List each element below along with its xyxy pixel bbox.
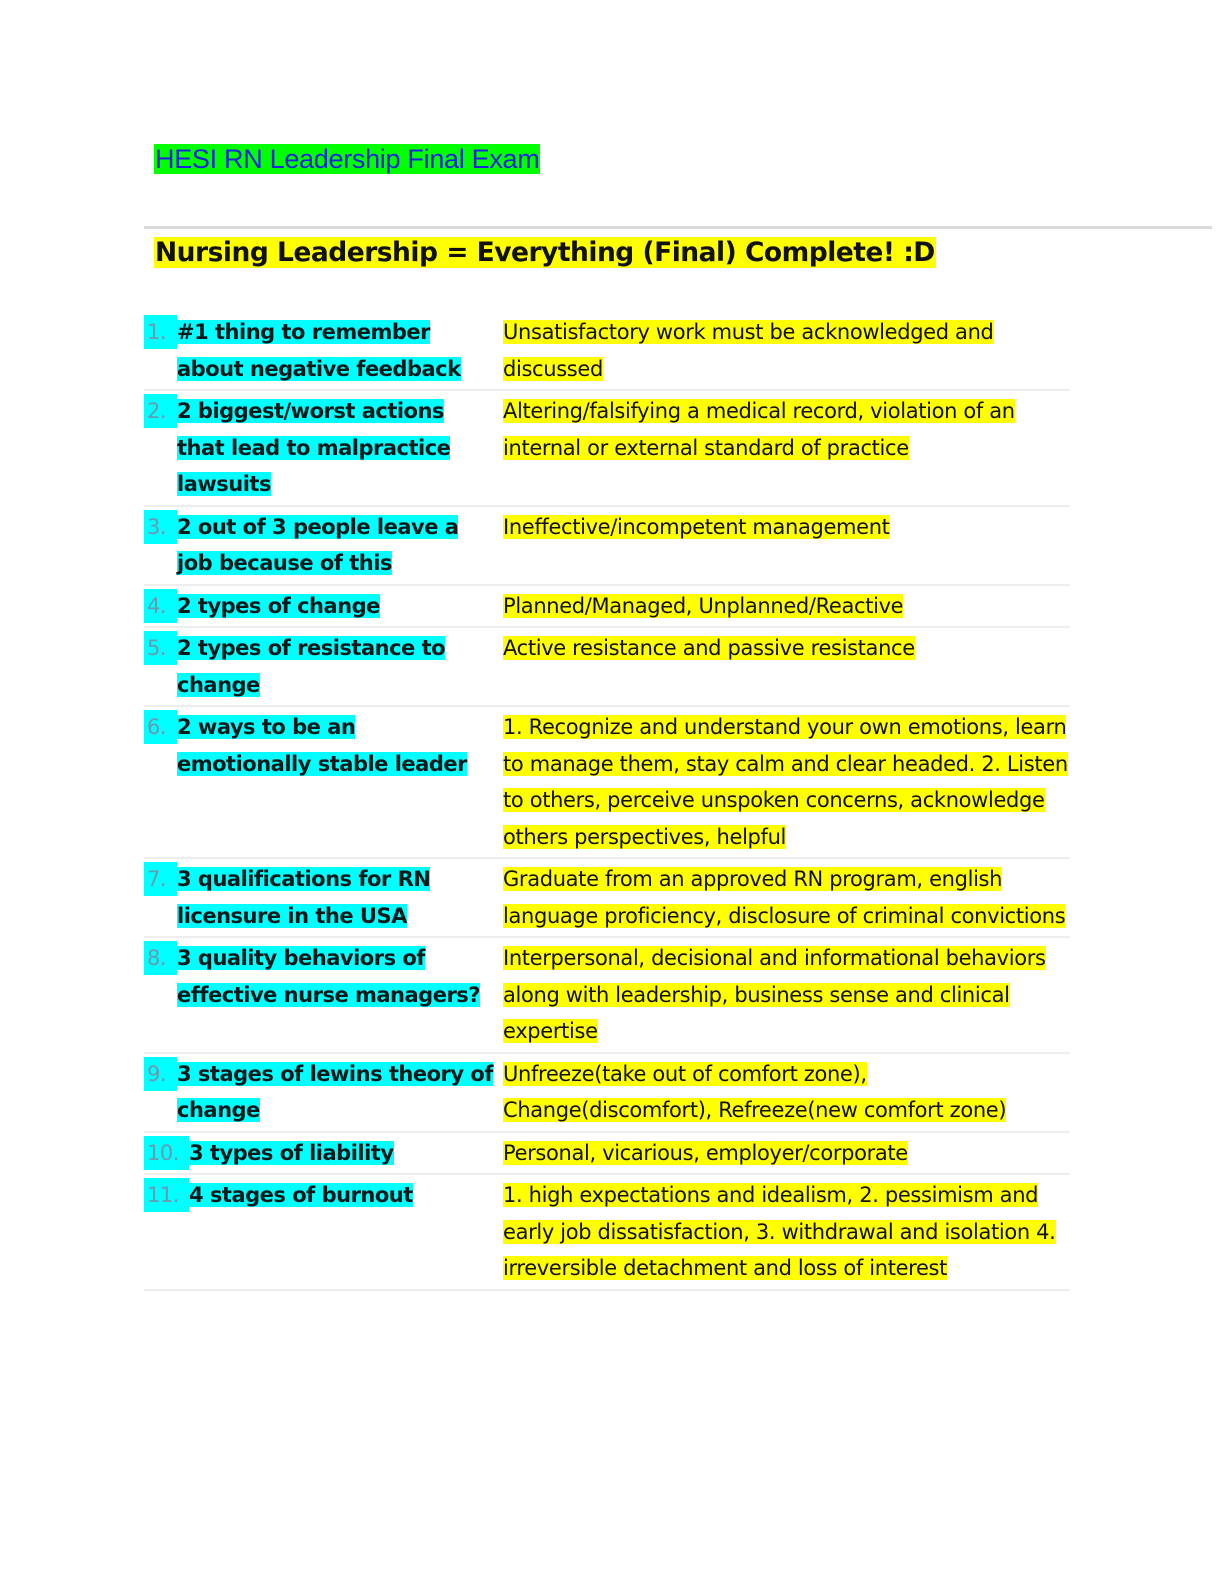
item-number: 8. — [144, 941, 177, 975]
qa-row-2 — [144, 391, 1070, 507]
question-cell — [144, 630, 500, 703]
item-number: 9. — [144, 1057, 177, 1091]
question-cell — [144, 393, 500, 503]
section-heading-text: Nursing Leadership = Everything (Final) Complete! :D — [155, 237, 935, 268]
question-text: 2 ways to be an emotionally stable leader — [177, 715, 467, 776]
qa-row-8 — [144, 938, 1070, 1054]
answer-cell — [500, 1135, 1070, 1172]
qa-row-7 — [144, 859, 1070, 938]
qa-row-10 — [144, 1133, 1070, 1176]
qa-row-6 — [144, 707, 1070, 859]
qa-row-4 — [144, 586, 1070, 629]
question-text: 2 types of resistance to change — [177, 636, 446, 697]
qa-row-11 — [144, 1175, 1070, 1291]
answer-cell — [500, 509, 1070, 582]
question-text: 3 types of liability — [189, 1140, 394, 1165]
item-number: 6. — [144, 710, 177, 744]
item-number: 3. — [144, 510, 177, 544]
answer-cell — [500, 1056, 1070, 1129]
question-cell — [144, 314, 500, 387]
answer-text: Personal, vicarious, employer/corporate — [503, 1140, 908, 1165]
document-title — [154, 142, 540, 177]
question-text: 3 stages of lewins theory of change — [177, 1061, 493, 1122]
item-number: 1. — [144, 315, 177, 349]
document-title-text: HESI RN Leadership Final Exam — [155, 144, 540, 174]
question-cell — [144, 1177, 500, 1287]
question-cell — [144, 861, 500, 934]
qa-list — [144, 312, 1070, 1291]
question-text: 2 out of 3 people leave a job because of this — [177, 514, 459, 575]
answer-text: 1. high expectations and idealism, 2. pessimism and early job dissatisfaction, 3. withdrawal and isolation 4. irreversible detachment and loss of interest — [503, 1183, 1056, 1280]
qa-row-9 — [144, 1054, 1070, 1133]
answer-cell — [500, 1177, 1070, 1287]
horizontal-divider — [144, 226, 1212, 229]
answer-cell — [500, 709, 1070, 855]
answer-cell — [500, 940, 1070, 1050]
question-text: 4 stages of burnout — [189, 1183, 413, 1207]
answer-text: Altering/falsifying a medical record, violation of an internal or external standard of practice — [503, 399, 1015, 460]
answer-cell — [500, 630, 1070, 703]
answer-text: Planned/Managed, Unplanned/Reactive — [503, 593, 904, 618]
qa-row-3 — [144, 507, 1070, 586]
item-number: 2. — [144, 394, 177, 428]
answer-text: Active resistance and passive resistance — [503, 636, 915, 660]
item-number: 4. — [144, 589, 177, 623]
item-number: 7. — [144, 862, 177, 896]
item-number: 10. — [144, 1136, 189, 1170]
question-cell — [144, 940, 500, 1050]
item-number: 5. — [144, 631, 177, 665]
answer-cell — [500, 588, 1070, 625]
item-number: 11. — [144, 1178, 189, 1212]
answer-text: Unfreeze(take out of comfort zone), Change(discomfort), Refreeze(new comfort zone) — [503, 1061, 1007, 1122]
answer-text: Unsatisfactory work must be acknowledged and discussed — [503, 320, 994, 381]
answer-cell — [500, 314, 1070, 387]
answer-text: Interpersonal, decisional and informational behaviors along with leadership, business sense and clinical expertise — [503, 946, 1046, 1043]
question-cell — [144, 509, 500, 582]
qa-row-5 — [144, 628, 1070, 707]
question-text: 2 biggest/worst actions that lead to malpractice lawsuits — [177, 399, 451, 496]
answer-text: 1. Recognize and understand your own emotions, learn to manage them, stay calm and clear headed. 2. Listen to others, perceive unspoken concerns, acknowledge others perspectives, helpful — [503, 715, 1068, 849]
question-text: 3 qualifications for RN licensure in the USA — [177, 867, 431, 928]
question-text: #1 thing to remember about negative feedback — [177, 320, 461, 381]
question-text: 2 types of change — [177, 593, 380, 618]
question-cell — [144, 1135, 500, 1172]
question-cell — [144, 588, 500, 625]
answer-text: Ineffective/incompetent management — [503, 514, 890, 539]
question-cell — [144, 1056, 500, 1129]
answer-cell — [500, 861, 1070, 934]
question-cell — [144, 709, 500, 855]
answer-cell — [500, 393, 1070, 503]
qa-row-1 — [144, 312, 1070, 391]
answer-text: Graduate from an approved RN program, english language proficiency, disclosure of criminal convictions — [503, 867, 1066, 928]
question-text: 3 quality behaviors of effective nurse managers? — [177, 946, 480, 1007]
section-heading — [154, 234, 936, 272]
